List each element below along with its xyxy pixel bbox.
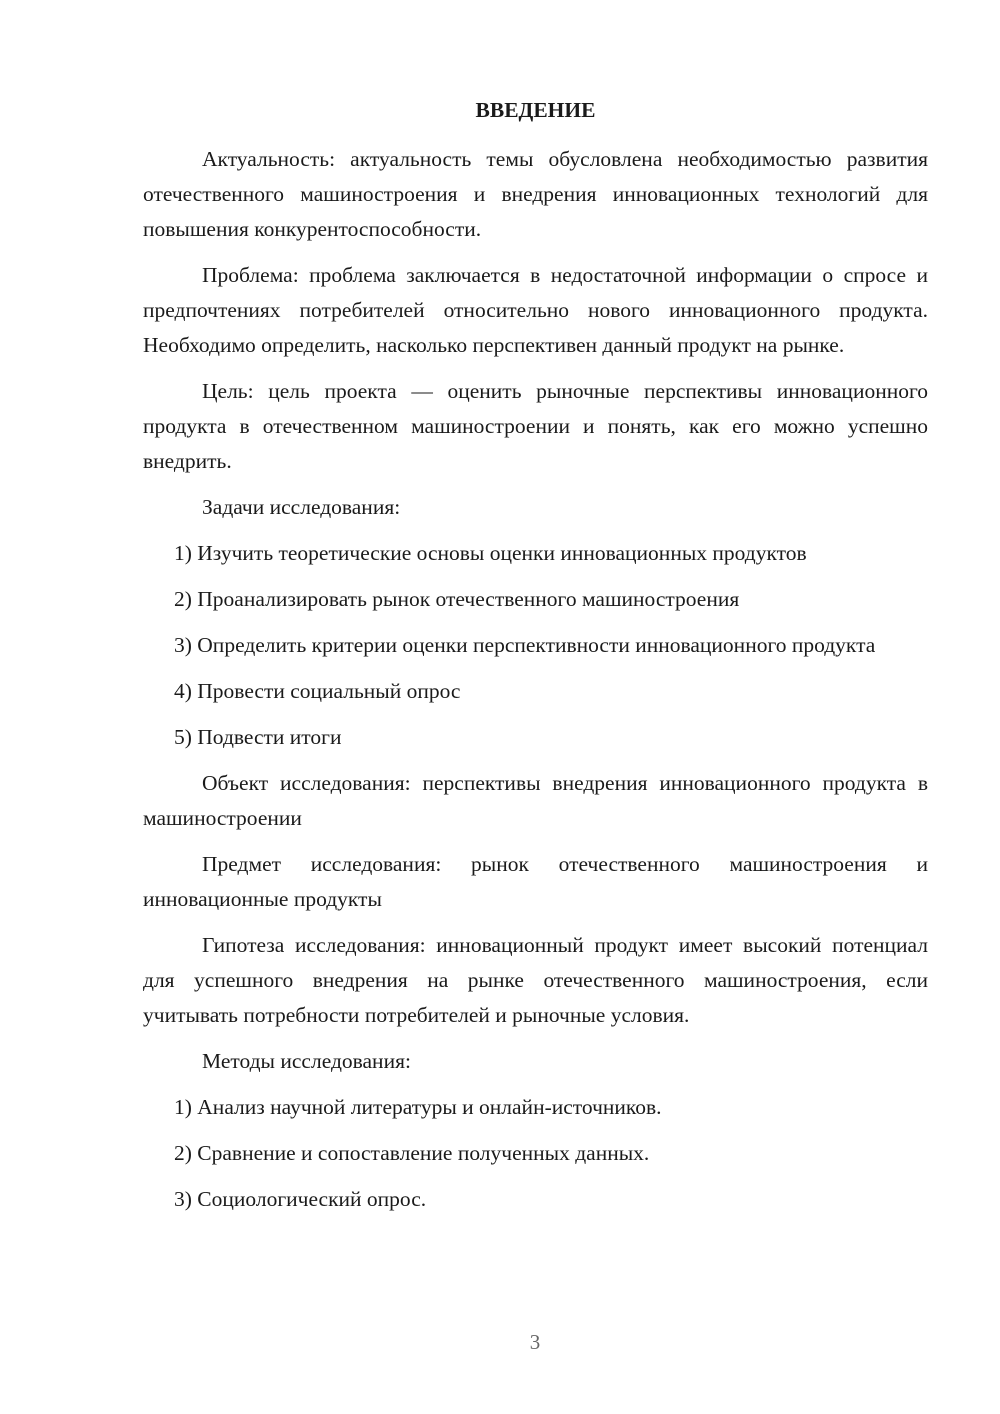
task-item: 1) Изучить теоретические основы оценки инновационных продуктов: [174, 541, 807, 565]
method-item: 3) Социологический опрос.: [174, 1187, 427, 1211]
tasks-heading: Задачи исследования:: [202, 495, 401, 519]
object-paragraph: Объект исследования: перспективы внедрения инновационного продукта в машиностроении: [143, 771, 928, 830]
task-item: 3) Определить критерии оценки перспективности инновационного продукта: [174, 633, 876, 657]
goal-paragraph: Цель: цель проекта — оценить рыночные перспективы инновационного продукта в отечественном машиностроении и понять, как его можно успешно внедрить.: [143, 379, 928, 473]
methods-heading: Методы исследования:: [202, 1049, 411, 1073]
method-item: 2) Сравнение и сопоставление полученных данных.: [174, 1141, 650, 1165]
task-item: 4) Провести социальный опрос: [174, 679, 461, 703]
subject-paragraph: Предмет исследования: рынок отечественного машиностроения и инновационные продукты: [143, 852, 928, 911]
task-item: 5) Подвести итоги: [174, 725, 342, 749]
page-title: ВВЕДЕНИЕ: [475, 98, 596, 122]
problem-paragraph: Проблема: проблема заключается в недостаточной информации о спросе и предпочтениях потребителей относительно нового инновационного продукта. Необходимо определить, насколько перспективен данный продукт на рынке.: [143, 263, 928, 357]
page-number: 3: [529, 1330, 541, 1354]
hypothesis-paragraph: Гипотеза исследования: инновационный продукт имеет высокий потенциал для успешного внедрения на рынке отечественного машиностроения, если учитывать потребности потребителей и рыночные условия.: [143, 933, 928, 1027]
task-item: 2) Проанализировать рынок отечественного машиностроения: [174, 587, 740, 611]
relevance-paragraph: Актуальность: актуальность темы обусловлена необходимостью развития отечественного машиностроения и внедрения инновационных технологий для повышения конкурентоспособности.: [143, 147, 928, 241]
method-item: 1) Анализ научной литературы и онлайн-источников.: [174, 1095, 662, 1119]
document-page: [143, 94, 928, 1228]
